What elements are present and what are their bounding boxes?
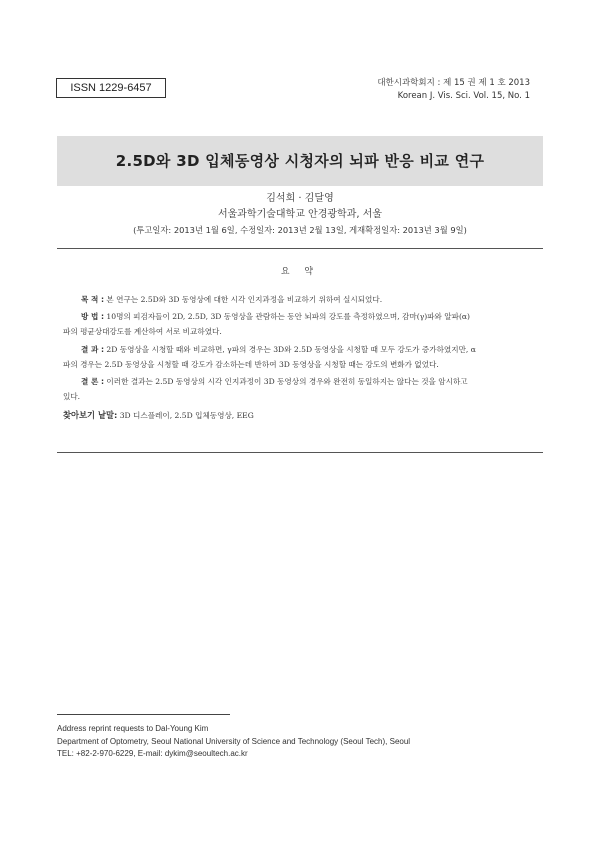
abstract-methods (63, 309, 477, 339)
authors: 김석희 · 김달영 (266, 193, 334, 204)
keywords (63, 408, 477, 423)
abstract-methods-label: 방 법 : (81, 312, 104, 322)
keywords-text: 3D 디스플레이, 2.5D 입체동영상, EEG (117, 411, 254, 421)
journal-citation-korean: 대한시과학회지 : 제 15 권 제 1 호 2013 (377, 78, 530, 88)
abstract-conclusion-label: 결 론 : (81, 377, 104, 387)
abstract-purpose-label: 목 적 : (81, 295, 104, 304)
abstract-heading: 요 약 (280, 267, 320, 277)
journal-citation-english: Korean J. Vis. Sci. Vol. 15, No. 1 (397, 91, 530, 101)
abstract-results-label: 결 과 : (81, 344, 104, 354)
footnote-department: Department of Optometry, Seoul National University of Science and Technology (Seoul Tech), Seoul (57, 736, 411, 746)
journal-citation (377, 77, 530, 103)
title-band (57, 136, 543, 186)
footnote-rule (57, 714, 230, 715)
footnote-contact: TEL: +82-2-970-6229, E-mail: dykim@seoultech.ac.kr (57, 749, 248, 758)
abstract-purpose-text: 본 연구는 2.5D와 3D 동영상에 대한 시각 인지과정을 비교하기 위하여 실시되었다. (104, 295, 383, 304)
abstract-bottom-rule (57, 452, 543, 453)
abstract-top-rule (57, 248, 543, 249)
footnote (57, 723, 410, 761)
abstract-conclusion-text: 이러한 결과는 2.5D 동영상의 시각 인지과정이 3D 동영상의 경우와 완전히 동일하지는 않다는 것을 암시하고 있다. (63, 377, 468, 402)
abstract-results-text: 2D 동영상을 시청할 때와 비교하면, γ파의 경우는 3D와 2.5D 동영상을 시청할 때 모두 강도가 증가하였지만, α파의 경우는 2.5D 동영상을 시청할 때 강도가 감소하는데 반하여 3D 동영상을 시청할 때는 강도의 변화가 없었다. (63, 344, 476, 369)
issn-box: ISSN 1229-6457 (56, 78, 166, 98)
affiliation: 서울과학기술대학교 안경광학과, 서울 (217, 209, 383, 220)
abstract-conclusion (63, 374, 477, 404)
submission-dates: (투고일자: 2013년 1월 6일, 수정일자: 2013년 2월 13일, 게재확정일자: 2013년 3월 9일) (133, 225, 467, 235)
paper-title: 2.5D와 3D 입체동영상 시청자의 뇌파 반응 비교 연구 (115, 152, 485, 170)
footnote-reprint: Address reprint requests to Dal-Young Kim (57, 724, 209, 733)
abstract-purpose (63, 292, 477, 307)
abstract-body (63, 292, 477, 426)
abstract-methods-text: 10명의 피검자들이 2D, 2.5D, 3D 동영상을 관람하는 동안 뇌파의 강도를 측정하였으며, 감마(γ)파와 알파(α)파의 평균상대강도를 계산하여 서로 비교하였다. (63, 312, 471, 337)
abstract-results (63, 342, 477, 372)
keywords-label: 찾아보기 낱말: (63, 410, 118, 421)
